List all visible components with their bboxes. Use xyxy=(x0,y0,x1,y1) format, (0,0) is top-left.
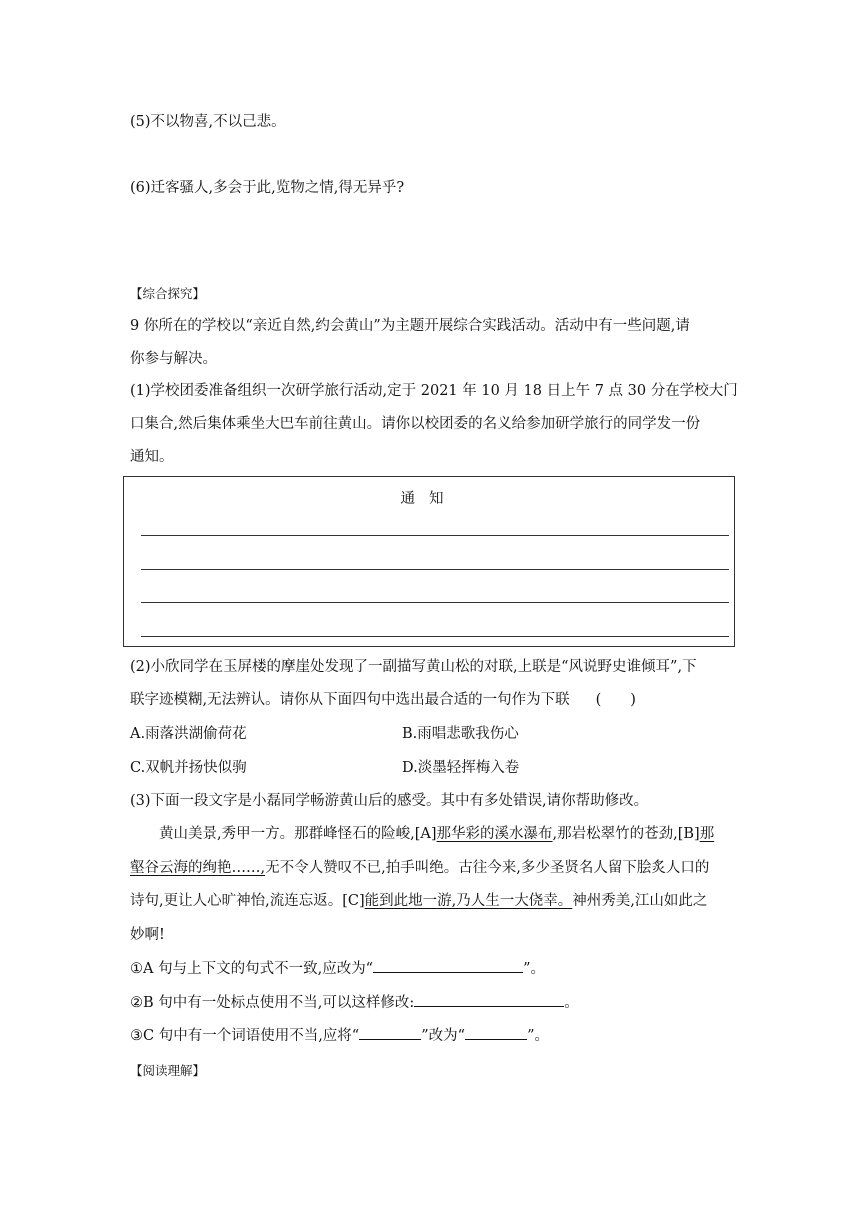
part2-line-1: (2)小欣同学在玉屏楼的摩崖处发现了一副描写黄山松的对联,上联是“风说野史谁倾耳”,下 xyxy=(130,659,697,675)
option-c[interactable]: C.双帆并扬快似驹 xyxy=(130,760,247,776)
option-a[interactable]: A.雨落洪湖偷荷花 xyxy=(130,726,247,742)
part1-line-1: (1)学校团委准备组织一次研学旅行活动,定于 2021 年 10 月 18 日上午 7 点 30 分在学校大门 xyxy=(130,383,738,399)
notice-writing-box[interactable] xyxy=(123,476,735,647)
notice-title: 通知 xyxy=(400,491,458,507)
question-5: (5)不以物喜,不以己悲。 xyxy=(130,114,286,130)
passage-line-3: 诗句,更让人心旷神怡,流连忘返。[C]能到此地一游,乃人生一大侥幸。神州秀美,江山如此之 xyxy=(130,893,708,909)
writing-line[interactable] xyxy=(141,602,729,603)
passage-line-2: 壑谷云海的绚艳……,无不令人赞叹不已,拍手叫绝。古往今来,多少圣贤名人留下脍炙人口的 xyxy=(130,860,710,876)
passage-line-4: 妙啊! xyxy=(130,927,165,943)
subquestion-c: ③C 句中有一个词语使用不当,应将“ ”改为“ ”。 xyxy=(130,1025,549,1046)
subquestion-b: ②B 句中有一处标点使用不当,可以这样修改: 。 xyxy=(130,992,579,1013)
passage-line-1: 黄山美景,秀甲一方。那群峰怪石的险峻,[A]那华彩的溪水瀑布,那岩松翠竹的苍劲,[B]那 xyxy=(159,826,715,842)
option-d[interactable]: D.淡墨轻挥梅入卷 xyxy=(402,760,520,776)
part1-line-3: 通知。 xyxy=(130,449,174,465)
sentence-b-underlined: 壑谷云海的绚艳……, xyxy=(130,860,266,876)
writing-line[interactable] xyxy=(141,569,729,570)
part2-line-2-text: 联字迹模糊,无法辨认。请你从下面四句中选出最合适的一句作为下联 xyxy=(130,692,570,708)
answer-blank-a[interactable] xyxy=(373,958,523,973)
question-6: (6)迁客骚人,多会于此,览物之情,得无异乎? xyxy=(130,180,405,196)
part1-line-2: 口集合,然后集体乘坐大巴车前往黄山。请你以校团委的名义给参加研学旅行的同学发一份 xyxy=(130,416,701,432)
writing-line[interactable] xyxy=(141,535,729,536)
sentence-b-underlined-start: 那 xyxy=(699,826,715,842)
part3-line: (3)下面一段文字是小磊同学畅游黄山后的感受。其中有多处错误,请你帮助修改。 xyxy=(130,793,649,809)
answer-blank-c-replacement[interactable] xyxy=(465,1025,527,1040)
sentence-c-underlined: 能到此地一游,乃人生一大侥幸。 xyxy=(364,893,573,909)
section-heading-explore: 【综合探究】 xyxy=(130,286,206,301)
writing-line[interactable] xyxy=(141,636,729,637)
section-heading-reading: 【阅读理解】 xyxy=(130,1063,206,1078)
sentence-a-underlined: 那华彩的溪水瀑布 xyxy=(436,826,553,842)
answer-blank-c-original[interactable] xyxy=(359,1025,421,1040)
answer-blank-b[interactable] xyxy=(414,992,564,1007)
subquestion-a: ①A 句与上下文的句式不一致,应改为“ ”。 xyxy=(130,958,545,979)
answer-paren[interactable]: ( ) xyxy=(595,692,636,708)
q9-intro-line-2: 你参与解决。 xyxy=(130,351,217,367)
q9-intro-line-1: 9 你所在的学校以“亲近自然,约会黄山”为主题开展综合实践活动。活动中有一些问题,请 xyxy=(130,318,690,334)
part2-line-2 xyxy=(130,690,636,710)
option-b[interactable]: B.雨唱悲歌我伤心 xyxy=(402,726,519,742)
